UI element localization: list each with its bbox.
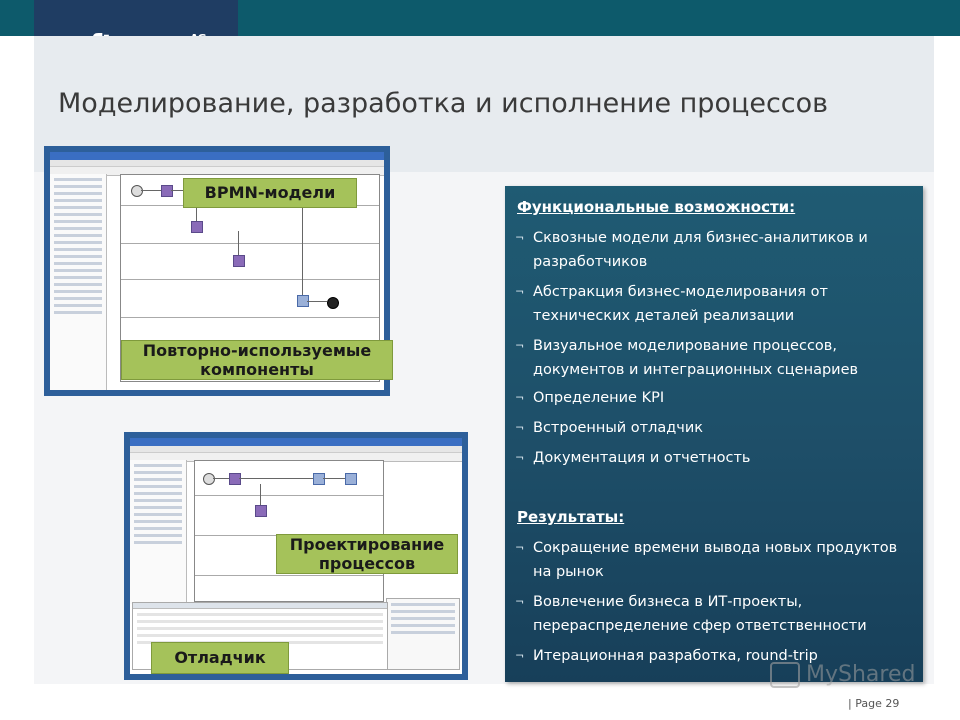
task-icon (345, 473, 357, 485)
task-icon (313, 473, 325, 485)
feature-item: ¬ Визуальное моделирование процессов, документов и интеграционных сценариев (515, 338, 859, 378)
feature-item: ¬ Встроенный отладчик (515, 420, 704, 436)
process-design-label: Проектирование процессов (276, 534, 458, 574)
task-icon (255, 505, 267, 517)
result-item: ¬ Вовлечение бизнеса в ИТ-проекты, перераспределение сфер ответственности (515, 594, 867, 634)
result-item: ¬ Сокращение времени вывода новых продуктов на рынок (515, 540, 898, 580)
end-event-icon (327, 297, 339, 309)
page-title: Моделирование, разработка и исполнение процессов (58, 88, 829, 119)
task-icon (233, 255, 245, 267)
task-icon (161, 185, 173, 197)
variables-panel (386, 598, 460, 670)
reusable-components-label: Повторно-используемые компоненты (121, 340, 393, 380)
result-item: ¬ Итерационная разработка, round-trip (515, 648, 818, 664)
project-tree (130, 460, 187, 604)
features-heading: Функциональные возможности: (517, 198, 796, 216)
process-canvas (194, 460, 384, 602)
window-menubar (50, 160, 384, 167)
start-event-icon (203, 473, 215, 485)
feature-item: ¬ Документация и отчетность (515, 450, 751, 466)
start-event-icon (131, 185, 143, 197)
debugger-label: Отладчик (151, 642, 289, 674)
window-titlebar (50, 152, 384, 160)
project-tree (50, 174, 107, 390)
feature-item: ¬ Определение KPI (515, 390, 665, 406)
capabilities-panel (505, 186, 923, 682)
window-titlebar (130, 438, 462, 446)
watermark: MyShared (770, 662, 915, 688)
task-icon (191, 221, 203, 233)
task-icon (229, 473, 241, 485)
bpmn-models-label: BPMN-модели (183, 178, 357, 208)
results-heading: Результаты: (517, 508, 625, 526)
page-number: | Page 29 (848, 697, 900, 710)
watermark-icon (770, 662, 800, 688)
feature-item: ¬ Абстракция бизнес-моделирования от технических деталей реализации (515, 284, 828, 324)
feature-item: ¬ Сквозные модели для бизнес-аналитиков и разработчиков (515, 230, 868, 270)
window-menubar (130, 446, 462, 453)
